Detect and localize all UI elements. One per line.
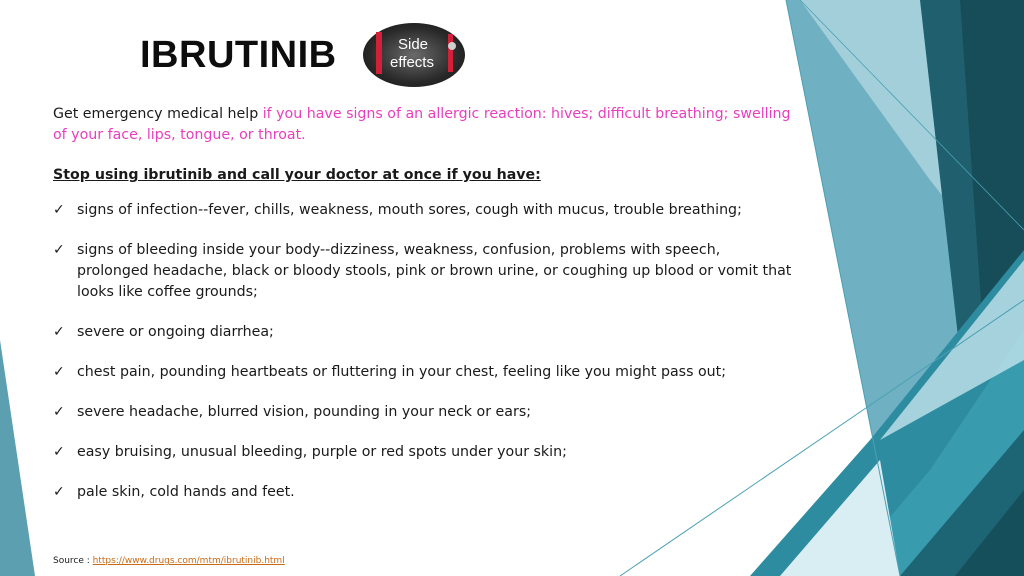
check-icon: ✓ — [53, 364, 65, 380]
intro-plain-text: Get emergency medical help — [53, 106, 263, 122]
side-effects-badge — [362, 22, 466, 88]
badge-line2: effects — [390, 54, 434, 71]
symptom-list-item — [53, 200, 793, 221]
source-citation — [53, 556, 285, 566]
warning-heading: Stop using ibrutinib and call your doctor at once if you have: — [53, 167, 541, 183]
symptom-text: severe or ongoing diarrhea; — [77, 324, 274, 340]
symptom-list-item — [53, 322, 793, 343]
symptom-text: easy bruising, unusual bleeding, purple or red spots under your skin; — [77, 444, 567, 460]
symptom-list — [53, 200, 793, 503]
symptom-list-item — [53, 442, 793, 463]
symptom-text: signs of bleeding inside your body--dizziness, weakness, confusion, problems with speech, prolonged headache, black or bloody stools, pink or brown urine, or coughing up blood or vomit that looks like coffee grounds; — [77, 242, 792, 300]
check-icon: ✓ — [53, 404, 65, 420]
check-icon: ✓ — [53, 444, 65, 460]
badge-line1: Side — [397, 36, 429, 53]
intro-paragraph — [53, 104, 793, 146]
symptom-list-item — [53, 362, 793, 383]
slide-body — [53, 104, 793, 522]
symptom-list-item — [53, 482, 793, 503]
symptom-list-item — [53, 240, 793, 303]
symptom-text: chest pain, pounding heartbeats or fluttering in your chest, feeling like you might pass out; — [77, 364, 726, 380]
check-icon: ✓ — [53, 324, 65, 340]
symptom-text: pale skin, cold hands and feet. — [77, 484, 295, 500]
intro-highlight-text: if you have signs of an allergic reaction: hives; difficult breathing; swelling of your face, lips, tongue, or throat. — [53, 106, 791, 143]
symptom-text: severe headache, blurred vision, pounding in your neck or ears; — [77, 404, 531, 420]
source-link[interactable]: https://www.drugs.com/mtm/ibrutinib.html — [92, 556, 285, 566]
check-icon: ✓ — [53, 242, 65, 258]
check-icon: ✓ — [53, 202, 65, 218]
symptom-list-item — [53, 402, 793, 423]
symptom-text: signs of infection--fever, chills, weakness, mouth sores, cough with mucus, trouble breathing; — [77, 202, 742, 218]
source-label: Source : — [53, 556, 93, 566]
check-icon: ✓ — [53, 484, 65, 500]
slide-title: IBRUTINIB — [140, 34, 337, 76]
